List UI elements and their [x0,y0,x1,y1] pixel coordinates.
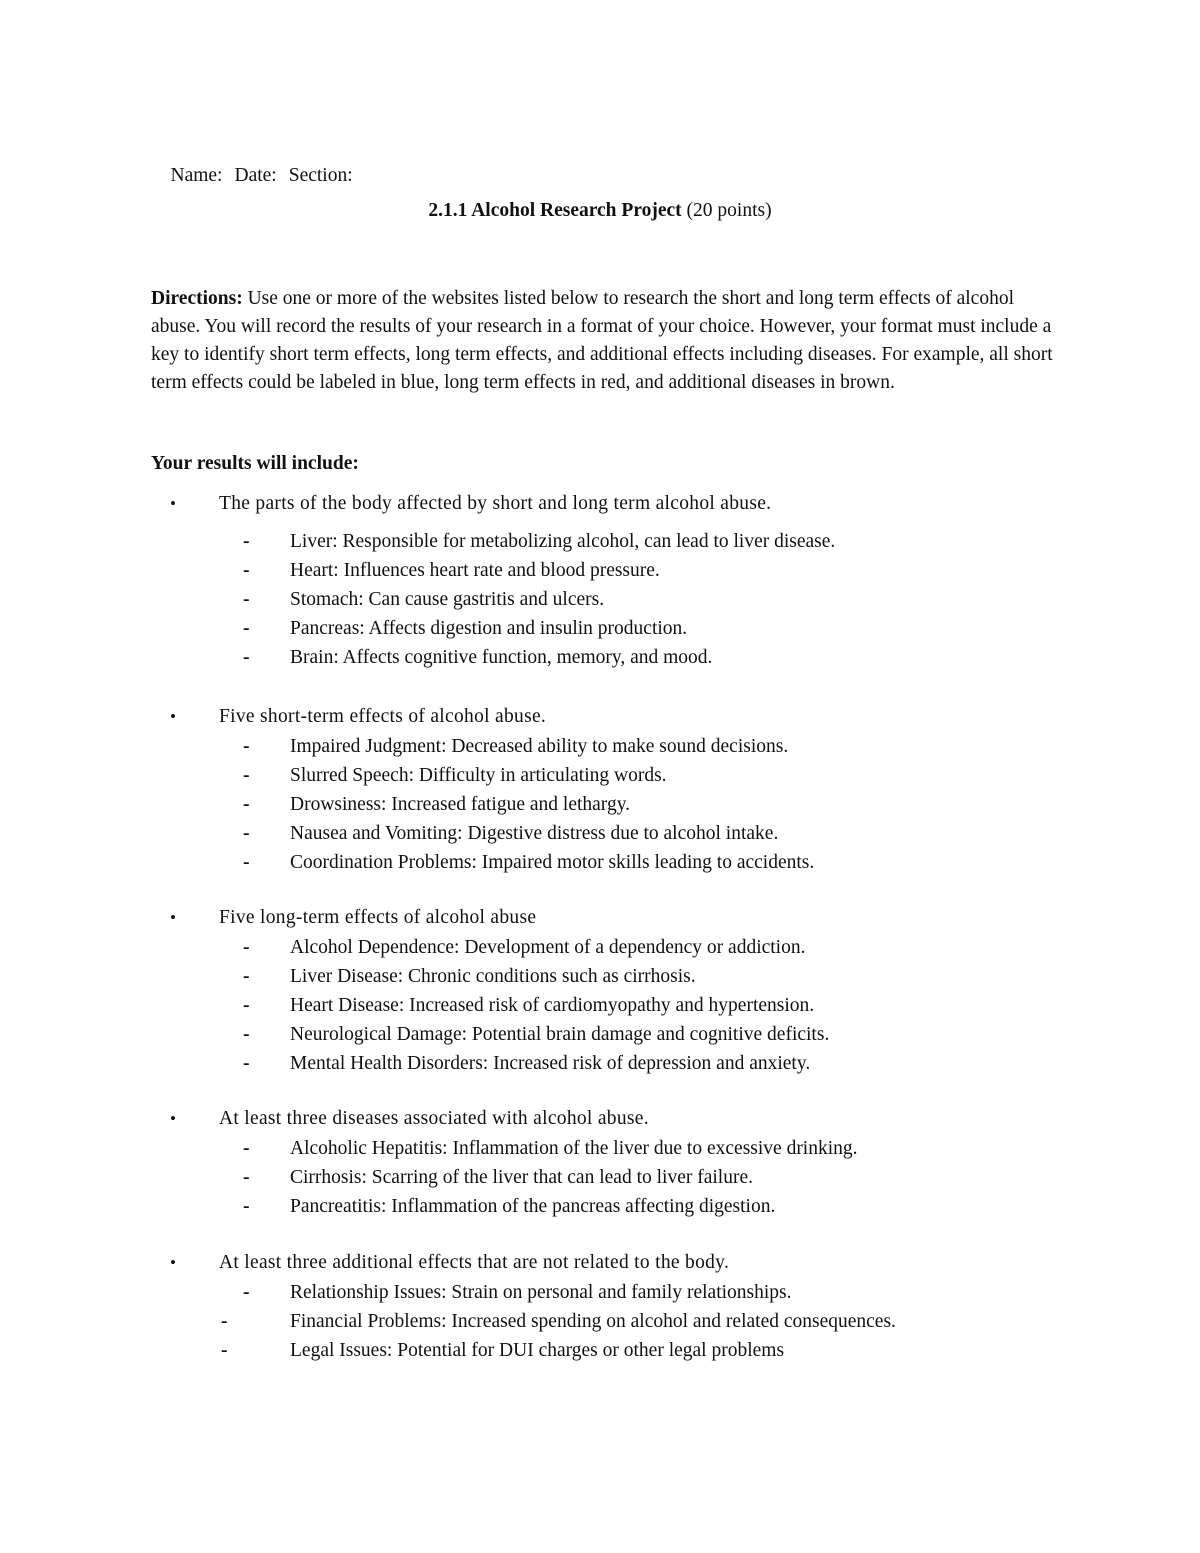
result-section [0,702,1200,877]
directions-text: Use one or more of the websites listed below to research the short and long term effects of alcohol abuse. You will record the results of your research in a format of your choice. However, your format must include a key to identify short term effects, long term effects, and additional effects including diseases. For example, all short term effects could be labeled in blue, long term effects in red, and additional diseases in brown. [151,288,1053,393]
dash-icon: - [243,966,250,987]
sub-item [0,790,1200,819]
date-label: Date: [234,165,277,186]
dash-icon: - [243,531,250,552]
result-section [0,1104,1200,1221]
bullet-item [0,702,1200,732]
sub-item-text: Neurological Damage: Potential brain damage and cognitive deficits. [290,1024,830,1045]
sub-item [0,1049,1200,1078]
dash-icon: - [221,1340,228,1361]
result-section [0,903,1200,1078]
sub-item [0,761,1200,790]
sub-item-text: Coordination Problems: Impaired motor skills leading to accidents. [290,852,815,873]
dash-icon: - [243,1282,250,1303]
sub-item [0,732,1200,761]
dash-icon: - [243,1196,250,1217]
sub-item [0,1020,1200,1049]
sub-item-text: Slurred Speech: Difficulty in articulating words. [290,765,667,786]
bullet-icon: • [170,707,176,726]
sub-item-text: Cirrhosis: Scarring of the liver that can lead to liver failure. [290,1167,753,1188]
dash-icon: - [243,618,250,639]
sub-item [0,819,1200,848]
sub-item [0,585,1200,614]
bullet-item [0,1104,1200,1134]
results-heading: Your results will include: [151,453,359,474]
sub-item-text: Financial Problems: Increased spending on alcohol and related consequences. [290,1311,896,1332]
dash-icon: - [243,647,250,668]
sub-item [0,556,1200,585]
bullet-icon: • [170,1109,176,1128]
section-label: Section: [288,165,353,186]
dash-icon: - [221,1311,228,1332]
sub-item-text: Nausea and Vomiting: Digestive distress due to alcohol intake. [290,823,779,844]
bullet-icon: • [170,1253,176,1272]
bullet-heading: At least three additional effects that are not related to the body. [219,1252,730,1273]
sub-item [0,962,1200,991]
sub-item [0,643,1200,672]
bullet-heading: At least three diseases associated with alcohol abuse. [219,1108,649,1129]
sub-item [0,1336,1200,1365]
sub-item [0,848,1200,877]
bullet-icon: • [170,908,176,927]
title-bold: 2.1.1 Alcohol Research Project [428,200,682,221]
dash-icon: - [243,736,250,757]
sub-item [0,991,1200,1020]
title-points: (20 points) [681,200,772,221]
bullet-heading: Five short-term effects of alcohol abuse. [219,706,547,727]
dash-icon: - [243,765,250,786]
sub-item-text: Impaired Judgment: Decreased ability to make sound decisions. [290,736,789,757]
sub-item [0,1307,1200,1336]
sub-item-text: Stomach: Can cause gastritis and ulcers. [290,589,605,610]
sub-item [0,1278,1200,1307]
sub-item [0,933,1200,962]
sub-item-text: Alcoholic Hepatitis: Inflammation of the liver due to excessive drinking. [290,1138,858,1159]
bullet-heading: Five long-term effects of alcohol abuse [219,907,537,928]
directions-paragraph [151,285,1061,397]
sub-item-text: Legal Issues: Potential for DUI charges or other legal problems [290,1340,785,1361]
sub-item-text: Pancreatitis: Inflammation of the pancreas affecting digestion. [290,1196,776,1217]
bullet-heading: The parts of the body affected by short and long term alcohol abuse. [219,493,772,514]
dash-icon: - [243,1024,250,1045]
bullet-item [0,489,1200,527]
sub-item [0,527,1200,556]
dash-icon: - [243,1167,250,1188]
dash-icon: - [243,794,250,815]
directions-label: Directions: [151,288,243,309]
sub-item-text: Drowsiness: Increased fatigue and lethargy. [290,794,631,815]
dash-icon: - [243,823,250,844]
name-label: Name: [170,165,223,186]
sub-item [0,1192,1200,1221]
dash-icon: - [243,995,250,1016]
sub-item [0,614,1200,643]
sub-item-text: Relationship Issues: Strain on personal and family relationships. [290,1282,792,1303]
sub-item-text: Liver Disease: Chronic conditions such as cirrhosis. [290,966,696,987]
document-title [0,200,1200,222]
sub-item [0,1163,1200,1192]
sub-item-text: Alcohol Dependence: Development of a dependency or addiction. [290,937,806,958]
sub-item-text: Heart Disease: Increased risk of cardiomyopathy and hypertension. [290,995,815,1016]
result-section [0,489,1200,672]
result-section [0,1248,1200,1365]
bullet-item [0,903,1200,933]
dash-icon: - [243,1138,250,1159]
dash-icon: - [243,852,250,873]
sub-item-text: Heart: Influences heart rate and blood pressure. [290,560,660,581]
sub-item-text: Liver: Responsible for metabolizing alcohol, can lead to liver disease. [290,531,836,552]
dash-icon: - [243,589,250,610]
bullet-icon: • [170,494,176,513]
dash-icon: - [243,560,250,581]
dash-icon: - [243,937,250,958]
dash-icon: - [243,1053,250,1074]
sub-item [0,1134,1200,1163]
sub-item-text: Brain: Affects cognitive function, memory, and mood. [290,647,713,668]
bullet-item [0,1248,1200,1278]
sub-item-text: Mental Health Disorders: Increased risk of depression and anxiety. [290,1053,811,1074]
sub-item-text: Pancreas: Affects digestion and insulin production. [290,618,688,639]
